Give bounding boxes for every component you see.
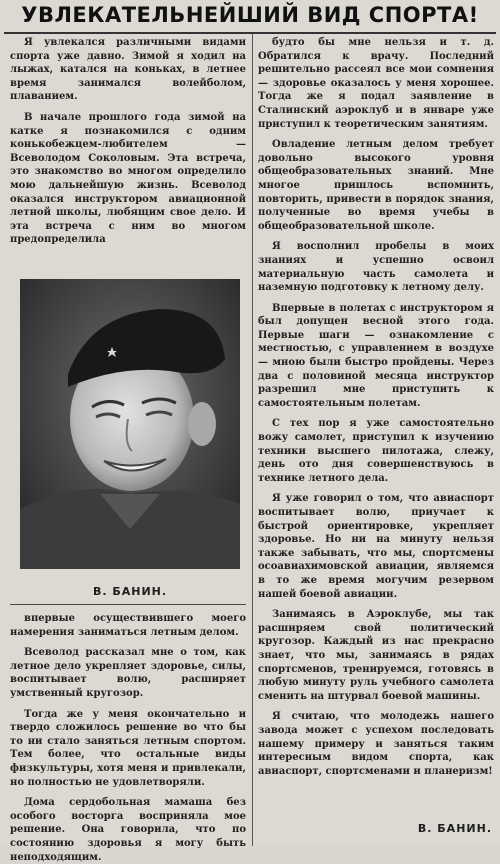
paragraph: Впервые в полетах с инструктором я был допущен весной этого года. Первые шаги — ознакомление с местностью, с управлением в воздухе — мною были быстро пройдены. Через два с половиной месяца инструктор разрешил мне приступить к самостоятельным полетам. xyxy=(258,302,494,409)
paragraph: Я уже говорил о том, что авиаспорт воспитывает волю, приучает к быстрой ориентировке, укрепляет здоровье. Но ни на минуту нельзя также забывать, что мы, спортсмены осоавиахимовской авиации, являемся в то же время могучим резервом нашей боевой авиации. xyxy=(258,493,494,600)
author-signature: В. БАНИН. xyxy=(417,822,492,835)
portrait-photo xyxy=(20,279,240,569)
paragraph: Я считаю, что молодежь нашего завода может с успехом последовать нашему примеру и заняться таким интересным видом спорта, как авиаспорт, спортсменами и планеризм! xyxy=(258,711,494,777)
paragraph: В начале прошлого года зимой на катке я познакомился с одним конькобежцем-любителем — Всеволодом Соколовым. Эта встреча, это знакомство во многом определило мою дальнейшую жизнь. Всеволод оказался инструктором авиационной летной школы, любящим свое дело. И эта встреча с ним во многом предопределила xyxy=(10,111,246,246)
photo-caption: В. БАНИН. xyxy=(92,585,168,598)
paragraph: будто бы мне нельзя и т. д. Обратился к врачу. Последний решительно рассеял все мои сомнения — здоровье оказалось у меня хорошее. Тогда же я подал заявление в Сталинский аэроклуб и в январе уже приступил к теоретическим занятиям. xyxy=(258,37,494,130)
column-divider xyxy=(252,34,253,846)
paragraph: Тогда же у меня окончательно и твердо сложилось решение во что бы то ни стало заняться летным спортом. Тем более, что остальные виды физкультуры, хотя меня и привлекали, но полностью не удовлетворяли. xyxy=(10,708,246,788)
paragraph: Овладение летным делом требует довольно высокого уровня общеобразовательных знаний. Мне многое пришлось вспомнить, повторить, привести в порядок знания, полученные во время учебы в общеобразовательной школе. xyxy=(258,139,494,232)
left-column-bottom-text xyxy=(10,612,246,863)
paragraph: Всеволод рассказал мне о том, как летное дело укрепляет здоровье, силы, воспитывает волю, расширяет умственный кругозор. xyxy=(10,647,246,699)
left-column-top-text xyxy=(10,36,246,270)
headline: УВЛЕКАТЕЛЬНЕЙШИЙ ВИД СПОРТА! xyxy=(21,3,479,27)
paragraph: Дома сердобольная мамаша без особого восторга восприняла мое решение. Она говорила, что по состоянию здоровья я могу быть неподходящим. xyxy=(10,797,246,863)
headline-rule xyxy=(4,32,496,34)
paragraph: С тех пор я уже самостоятельно вожу самолет, приступил к изучению техники высшего пилотажа, слежу, день ото дня совершенствуюсь в технике летного дела. xyxy=(258,418,494,484)
right-column-text xyxy=(258,36,494,814)
caption-rule xyxy=(10,604,246,605)
paragraph: впервые осуществившего моего намерения заниматься летным делом. xyxy=(10,613,246,638)
paragraph: Занимаясь в Аэроклубе, мы так расширяем свой политический кругозор. Каждый из нас прекрасно знает, что мы, занимаясь в рядах спортсменов, тренируемся, готовясь в любую минуту руль учебного самолета сменить на штурвал боевой машины. xyxy=(258,609,494,702)
paragraph: Я восполнил пробелы в моих знаниях и успешно освоил материальную часть самолета и наземную подготовку к летному делу. xyxy=(258,241,494,294)
paragraph: Я увлекался различными видами спорта уже давно. Зимой я ходил на лыжах, катался на коньках, в летнее время занимался волейболом, плаванием. xyxy=(10,37,246,103)
portrait-image xyxy=(20,279,240,569)
